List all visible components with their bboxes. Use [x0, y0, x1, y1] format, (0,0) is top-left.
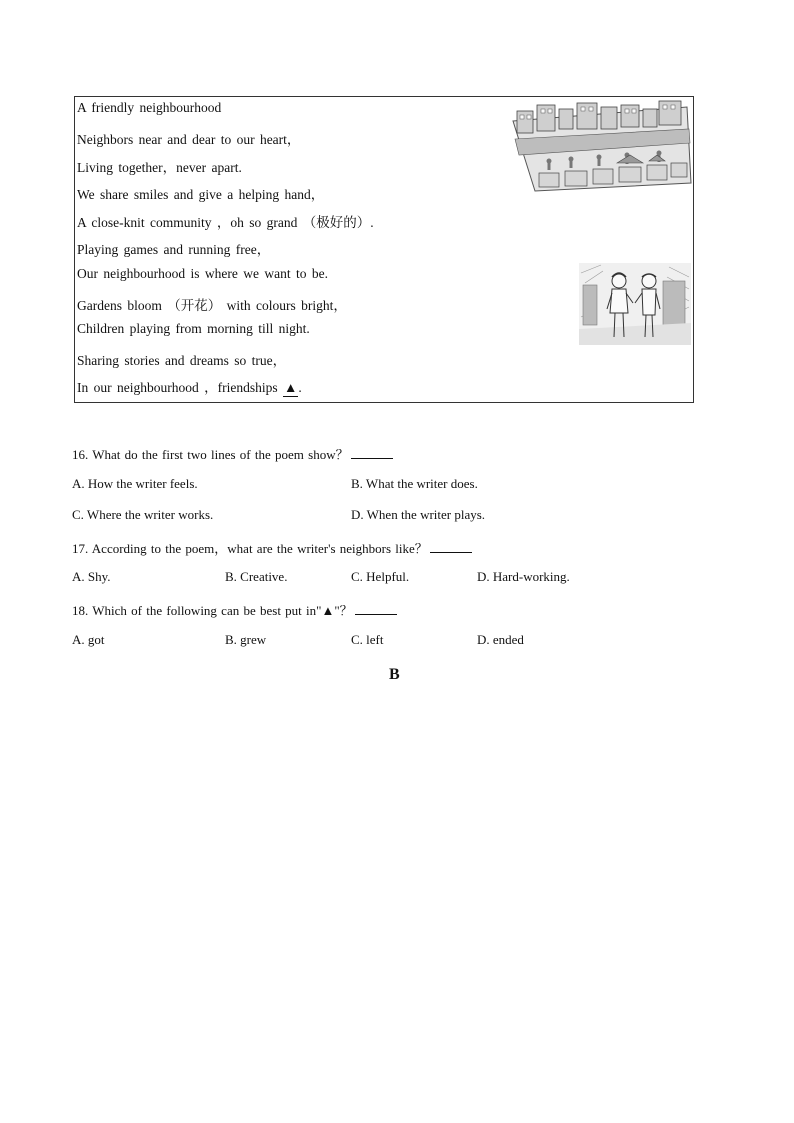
poem-line: Playing games and running free， — [77, 242, 271, 257]
poem-line: We share smiles and give a helping hand， — [77, 187, 325, 202]
question-text: According to the poem，what are the writer's neighbors like？ — [91, 541, 428, 556]
poem-line: Neighbors near and dear to our heart， — [77, 132, 301, 147]
poem-line: A close-knit community ，oh so grand （极好的）. — [77, 215, 374, 230]
option-b: B. What the writer does. — [351, 476, 478, 491]
question-text: Which of the following can be best put in"▲"？ — [92, 603, 353, 618]
poem-line: Living together，never apart. — [77, 160, 242, 175]
option-b: B. Creative. — [225, 569, 288, 584]
poem-line-last — [77, 376, 302, 397]
poem-line: Children playing from morning till night. — [77, 321, 310, 336]
option-a: A. got — [72, 632, 105, 647]
poem-line: Our neighbourhood is where we want to be. — [77, 266, 328, 281]
poem-line: Gardens bloom （开花） with colours bright， — [77, 298, 347, 313]
option-b: B. grew — [225, 632, 267, 647]
option-c: C. left — [351, 632, 384, 647]
question-text: What do the first two lines of the poem show？ — [92, 447, 349, 462]
children-illustration — [579, 263, 691, 345]
option-c: C. Helpful. — [351, 569, 410, 584]
question-18 — [72, 600, 397, 619]
answer-blank[interactable] — [351, 446, 393, 459]
poem-box — [74, 96, 694, 403]
poem-line-text: In our neighbourhood ，friendships — [77, 380, 283, 395]
option-a: A. How the writer feels. — [72, 476, 198, 491]
option-d: D. ended — [477, 632, 524, 647]
question-number: 16. — [72, 447, 89, 462]
neighbourhood-illustration — [509, 99, 693, 195]
option-d: D. When the writer plays. — [351, 507, 486, 522]
poem-line: Sharing stories and dreams so true， — [77, 353, 287, 368]
question-number: 18. — [72, 603, 89, 618]
option-d: D. Hard-working. — [477, 569, 570, 584]
poem-line-end: . — [298, 380, 302, 395]
answer-blank-triangle: ▲ — [283, 380, 298, 395]
section-label: B — [389, 666, 400, 683]
answer-blank[interactable] — [430, 540, 472, 553]
question-number: 17. — [72, 541, 89, 556]
question-17 — [72, 538, 472, 557]
option-a: A. Shy. — [72, 569, 111, 584]
option-c: C. Where the writer works. — [72, 507, 214, 522]
question-16 — [72, 444, 393, 463]
answer-blank[interactable] — [355, 602, 397, 615]
poem-line: A friendly neighbourhood — [77, 100, 222, 115]
